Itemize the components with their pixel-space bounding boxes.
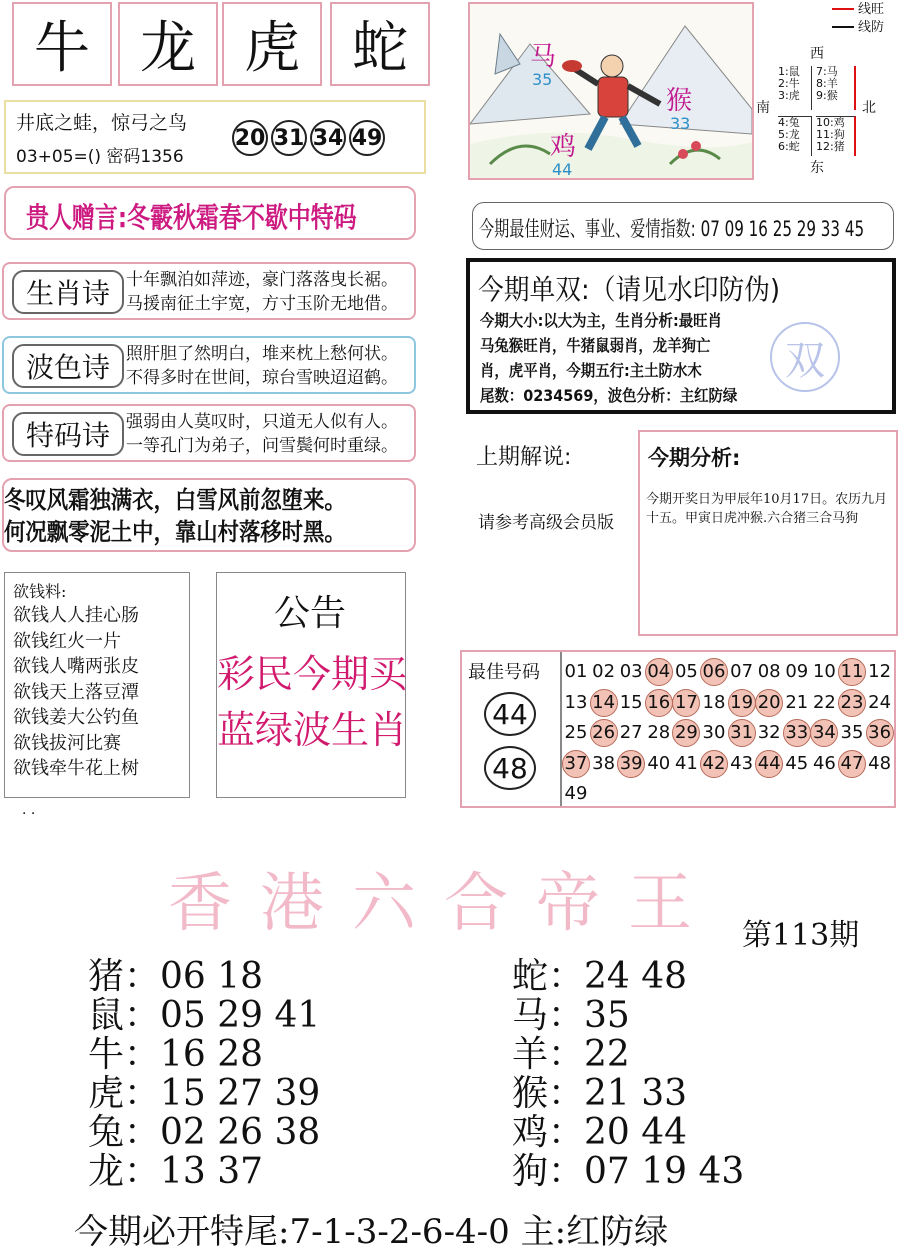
grid-number: 10 xyxy=(812,661,836,682)
zodiac-nums: 13 37 xyxy=(160,1151,264,1192)
grid-number: 33 xyxy=(785,722,809,744)
poem-label: 波色诗 xyxy=(12,344,124,388)
zodiac-animal: 龙： xyxy=(88,1151,161,1192)
grid-number: 38 xyxy=(592,752,616,774)
direction-north: 北 xyxy=(862,100,876,116)
picture-label-rooster: 鸡 xyxy=(550,132,577,162)
scene-image xyxy=(470,4,752,178)
analysis-box xyxy=(638,430,898,636)
zodiac-animal: 蛇： xyxy=(512,956,585,997)
zodiac-box-1: 牛 xyxy=(12,2,112,86)
grid-number: 14 xyxy=(592,691,616,713)
zodiac-animal: 鼠： xyxy=(88,995,161,1036)
grid-number: 03 xyxy=(619,661,643,682)
poem-label: 特码诗 xyxy=(12,412,124,456)
grid-number: 18 xyxy=(702,691,726,713)
grid-number: 08 xyxy=(757,661,781,682)
brand-title: 香港六合帝王 xyxy=(168,867,720,941)
grid-number: 22 xyxy=(812,691,836,713)
grid-number: 24 xyxy=(868,691,892,713)
zodiac-nums: 05 29 41 xyxy=(160,995,321,1036)
zodiac-number-row xyxy=(512,1143,744,1194)
poem-text: 照肝胆了然明白，堆来枕上愁何状。 不得多时在世间，琼台雪映迢迢鹤。 xyxy=(126,344,398,388)
notice-line-2: 蓝绿波生肖 xyxy=(217,708,408,752)
poem-text: 强弱由人莫叹时，只道无人似有人。 一等孔门为弟子，问雪鬓何时重绿。 xyxy=(126,412,398,456)
zodiac-animal: 牛： xyxy=(88,1034,161,1075)
watermark: 双 xyxy=(770,322,840,392)
pick-ball-1: 44 xyxy=(484,692,536,736)
grid-number: 45 xyxy=(785,752,809,774)
grid-number: 21 xyxy=(785,691,809,713)
zodiac-animal: 虎： xyxy=(88,1073,161,1114)
zodiac-nums: 22 xyxy=(584,1034,630,1075)
picture-label-monkey: 猴 xyxy=(666,86,693,116)
odd-even-box xyxy=(466,258,896,414)
zodiac-animal: 猴： xyxy=(512,1073,585,1114)
grid-number: 25 xyxy=(564,722,588,744)
riddle-line-1: 井底之蛙，惊弓之鸟 xyxy=(16,112,188,134)
grid-number: 04 xyxy=(647,661,671,682)
poem-label: 生肖诗 xyxy=(12,270,124,314)
grid-number: 23 xyxy=(840,691,864,713)
compass-block-br: 10:鸡 11:狗 12:猪 xyxy=(816,116,856,156)
picture-num-horse: 35 xyxy=(532,70,553,89)
best-numbers-box xyxy=(460,650,896,808)
footer-text: 今期必开特尾:7-1-3-2-6-4-0 主:红防绿 xyxy=(74,1212,669,1252)
number-ball: 20 xyxy=(232,120,268,156)
legend-black-label: 线防 xyxy=(858,20,885,35)
grid-number: 43 xyxy=(730,752,754,774)
grid-number: 36 xyxy=(868,722,892,744)
grid-number: 48 xyxy=(868,752,892,774)
legend-black-line xyxy=(832,26,854,28)
grid-number: 28 xyxy=(647,722,671,744)
notice-title: 公告 xyxy=(273,593,346,634)
legend-red-line xyxy=(832,8,854,10)
grid-number: 02 xyxy=(592,661,616,682)
gift-quote-box xyxy=(4,186,416,240)
direction-west: 西 xyxy=(810,46,824,62)
grid-number: 49 xyxy=(564,783,588,805)
last-period-title: 上期解说: xyxy=(476,445,572,470)
verse-box xyxy=(2,478,416,552)
poem-zodiac xyxy=(2,262,416,320)
illustration xyxy=(468,2,754,180)
zodiac-nums: 24 48 xyxy=(584,956,688,997)
poem-text: 十年飘泊如萍迹，豪门落落曳长裾。 马援南征土宇宽，方寸玉阶无地借。 xyxy=(126,270,398,314)
zodiac-animal: 马： xyxy=(512,995,585,1036)
yuqian-box xyxy=(4,572,190,798)
zodiac-animal: 兔： xyxy=(88,1112,161,1153)
riddle-line-2: 03+05=() 密码1356 xyxy=(16,147,184,167)
grid-number: 27 xyxy=(619,722,643,744)
grid-number: 11 xyxy=(840,661,864,682)
verse-text: 冬叹风霜独满衣，白雪风前忽堕来。 何况飘零泥土中，靠山村落移时黑。 xyxy=(4,486,346,546)
list-item: 欲钱拔河比赛 xyxy=(13,732,121,754)
yuqian-title: 欲钱料: xyxy=(13,582,67,601)
riddle-box xyxy=(4,100,426,174)
zodiac-nums: 16 28 xyxy=(160,1034,264,1075)
gift-quote-text: 贵人赠言:冬霰秋霜春不歇中特码 xyxy=(26,201,357,234)
list-item: 欲钱红火一片 xyxy=(13,630,121,652)
poem-special xyxy=(2,404,416,462)
zodiac-nums: 20 44 xyxy=(584,1112,688,1153)
number-grid xyxy=(562,658,894,806)
yuqian-list xyxy=(13,603,139,782)
list-item: 欲钱人嘴两张皮 xyxy=(13,656,139,677)
picture-num-monkey: 33 xyxy=(670,114,691,133)
grid-number: 17 xyxy=(674,691,698,713)
grid-number: 30 xyxy=(702,722,726,744)
grid-number: 15 xyxy=(619,691,643,713)
zodiac-animal: 猪： xyxy=(88,956,161,997)
best-numbers-title: 最佳号码 xyxy=(468,662,540,683)
grid-number: 13 xyxy=(564,691,588,713)
grid-number: 40 xyxy=(647,752,671,774)
compass-block-tr: 7:马 8:羊 9:猴 xyxy=(816,66,856,110)
grid-number: 37 xyxy=(564,752,588,774)
odd-even-title: 今期单双:（请见水印防伪) xyxy=(478,273,781,306)
list-item: 欲钱牵牛花上树 xyxy=(13,758,139,779)
list-item: 欲钱人人挂心肠 xyxy=(13,605,139,626)
grid-number: 29 xyxy=(674,722,698,744)
best-index-text: 今期最佳财运、事业、爱情指数: 07 09 16 25 29 33 45 xyxy=(479,217,865,241)
compass-block-bl: 4:兔 5:龙 6:蛇 xyxy=(778,116,812,156)
number-ball: 49 xyxy=(349,120,385,156)
grid-number: 41 xyxy=(674,752,698,774)
zodiac-box-4: 蛇 xyxy=(330,2,430,86)
grid-number: 39 xyxy=(619,752,643,774)
zodiac-box-3: 虎 xyxy=(222,2,322,86)
pick-ball-2: 48 xyxy=(484,746,536,790)
number-ball: 34 xyxy=(310,120,346,156)
dots: · · xyxy=(22,806,36,822)
grid-number: 26 xyxy=(592,722,616,744)
grid-number: 05 xyxy=(674,661,698,682)
zodiac-nums: 02 26 38 xyxy=(160,1112,321,1153)
period-label: 第113期 xyxy=(742,918,860,953)
zodiac-animal: 狗： xyxy=(512,1151,585,1192)
notice-line-1: 彩民今期买 xyxy=(217,652,408,696)
grid-number: 20 xyxy=(757,691,781,713)
grid-number: 19 xyxy=(730,691,754,713)
last-period-text: 请参考高级会员版 xyxy=(478,513,614,533)
analysis-title: 今期分析: xyxy=(648,446,741,470)
grid-number: 44 xyxy=(757,752,781,774)
grid-number: 35 xyxy=(840,722,864,744)
zodiac-number-row xyxy=(88,1143,263,1194)
zodiac-nums: 15 27 39 xyxy=(160,1073,321,1114)
grid-number: 34 xyxy=(812,722,836,744)
list-item: 欲钱天上落豆潭 xyxy=(13,681,139,703)
grid-number: 01 xyxy=(564,661,588,682)
compass xyxy=(756,2,900,182)
zodiac-box-2: 龙 xyxy=(118,2,218,86)
compass-block-tl: 1:鼠 2:牛 3:虎 xyxy=(778,66,812,110)
grid-number: 42 xyxy=(702,752,726,774)
zodiac-nums: 07 19 43 xyxy=(584,1151,745,1192)
grid-number: 31 xyxy=(730,722,754,744)
grid-number: 06 xyxy=(702,661,726,682)
zodiac-animal: 鸡： xyxy=(512,1112,585,1153)
number-ball: 31 xyxy=(271,120,307,156)
grid-number: 46 xyxy=(812,752,836,774)
direction-south: 南 xyxy=(756,100,770,116)
zodiac-animal: 羊： xyxy=(512,1034,585,1075)
grid-number: 16 xyxy=(647,691,671,713)
legend-red-label: 线旺 xyxy=(858,2,885,17)
odd-even-lines: 今期大小:以大为主，生肖分析:最旺肖 马兔猴旺肖，牛猪鼠弱肖，龙羊狗亡 肖，虎平肖，今期五行:主土防水木 尾数：0234569，波色分析：主红防绿 xyxy=(480,311,738,405)
picture-num-rooster: 44 xyxy=(552,160,573,179)
grid-number: 32 xyxy=(757,722,781,744)
zodiac-nums: 06 18 xyxy=(160,956,264,997)
picture-label-horse: 马 xyxy=(530,42,557,72)
notice-box xyxy=(216,572,406,798)
poem-color xyxy=(2,336,416,394)
list-item: 欲钱姜大公钓鱼 xyxy=(13,707,139,728)
best-index-box xyxy=(472,202,894,250)
grid-number: 47 xyxy=(840,752,864,774)
grid-number: 12 xyxy=(868,661,892,682)
grid-number: 09 xyxy=(785,661,809,682)
grid-number: 07 xyxy=(730,661,754,682)
zodiac-nums: 35 xyxy=(584,995,630,1036)
zodiac-nums: 21 33 xyxy=(584,1073,688,1114)
direction-east: 东 xyxy=(810,160,824,176)
analysis-text: 今期开奖日为甲辰年10月17日。农历九月十五。甲寅日虎冲猴.六合猪三合马狗 xyxy=(646,492,888,526)
riddle-balls xyxy=(232,120,388,156)
